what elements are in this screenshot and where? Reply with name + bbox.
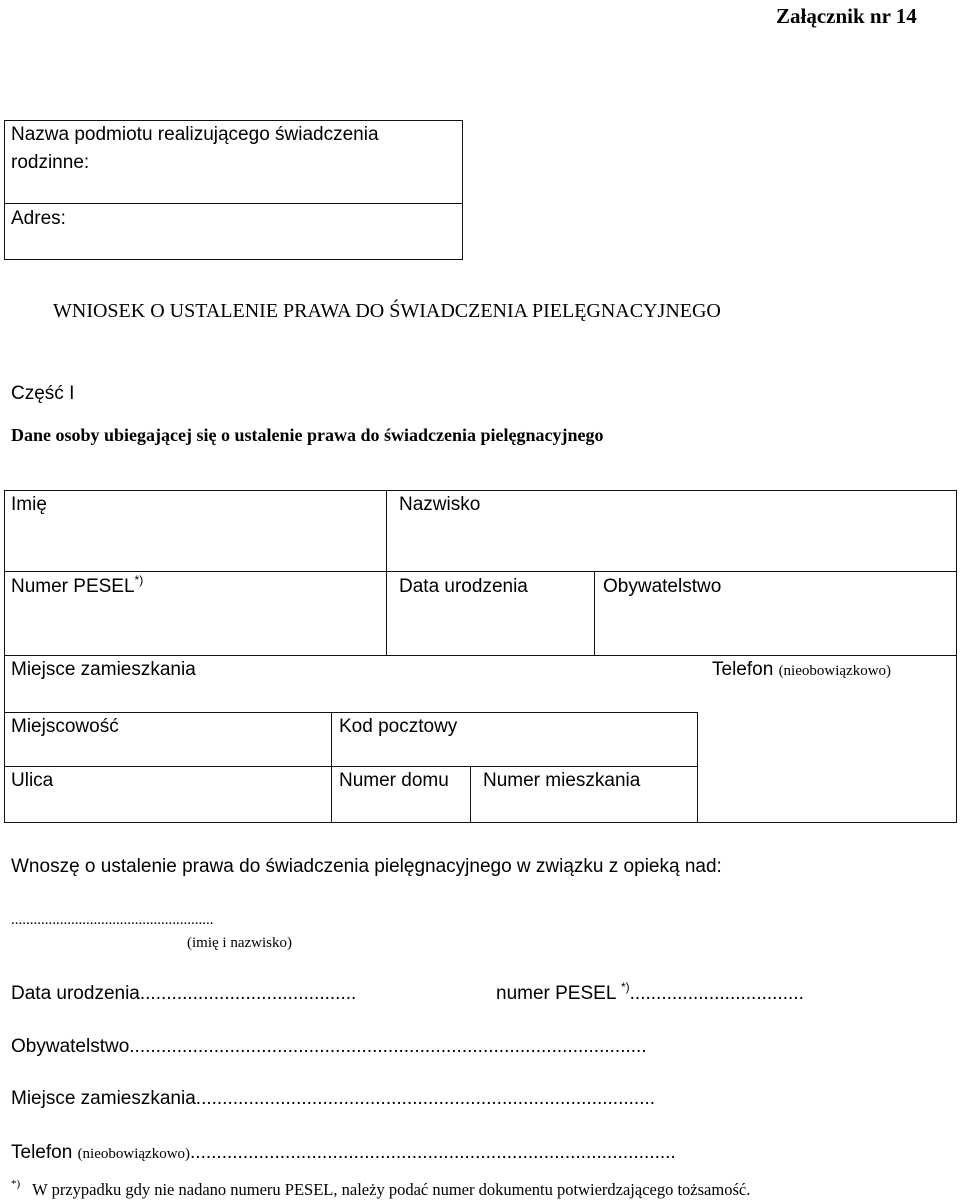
part-label: Część I: [11, 383, 75, 404]
city-label: Miejscowość: [11, 716, 119, 737]
entity-name-label-line1: Nazwa podmiotu realizującego świadczenia: [11, 124, 379, 145]
entity-box-divider: [4, 203, 463, 204]
phone-label: [712, 659, 891, 682]
form-col-divider-name: [386, 490, 387, 655]
pesel-footnote-marker: *): [134, 573, 144, 587]
pesel-label-text: Numer PESEL: [11, 576, 135, 597]
cared-person-birth-date-line: Data urodzenia.........................................: [11, 983, 357, 1004]
cared-person-pesel-line: [496, 980, 804, 1006]
applicant-form-box: [4, 490, 957, 823]
form-row-divider-3: [4, 712, 697, 713]
pesel-label: [11, 573, 144, 599]
street-label: Ulica: [11, 770, 54, 791]
cared-person-residence-line: Miejsce zamieszkania.......................................................................................: [11, 1088, 656, 1109]
phone-label-text: Telefon: [712, 659, 774, 680]
cared-person-phone-dots: ............................................................................................: [190, 1142, 676, 1163]
request-statement: Wnoszę o ustalenie prawa do świadczenia pielęgnacyjnego w związku z opieką nad:: [11, 856, 722, 877]
cared-person-pesel-dots: .................................: [629, 983, 804, 1004]
form-row-divider-4: [4, 766, 697, 767]
postal-code-label: Kod pocztowy: [339, 716, 458, 737]
residence-label: Miejsce zamieszkania: [11, 659, 196, 680]
entity-address-label: Adres:: [11, 208, 66, 229]
form-row-divider-2: [4, 655, 957, 656]
house-number-label: Numer domu: [339, 770, 449, 791]
cared-person-citizenship-line: Obywatelstwo..................................................................................................: [11, 1036, 647, 1057]
last-name-label: Nazwisko: [399, 494, 481, 515]
cared-person-phone-note: (nieobowiązkowo): [77, 1146, 191, 1162]
cared-person-phone-label: Telefon: [11, 1142, 73, 1163]
main-title: WNIOSEK O USTALENIE PRAWA DO ŚWIADCZENIA PIELĘGNACYJNEGO: [53, 300, 721, 322]
form-col-divider-apartment: [470, 766, 471, 823]
apartment-number-label: Numer mieszkania: [483, 770, 641, 791]
form-row-divider-1: [4, 571, 957, 572]
form-col-divider-citizenship: [594, 571, 595, 655]
form-col-divider-postal: [331, 712, 332, 823]
attachment-label: Załącznik nr 14: [776, 4, 917, 28]
cared-person-name-caption: (imię i nazwisko): [187, 935, 292, 951]
first-name-label: Imię: [11, 494, 47, 515]
phone-optional-note: (nieobowiązkowo): [778, 663, 892, 679]
section-title: Dane osoby ubiegającej się o ustalenie prawa do świadczenia pielęgnacyjnego: [11, 425, 604, 445]
citizenship-label: Obywatelstwo: [603, 576, 722, 597]
footnote-text: W przypadku gdy nie nadano numeru PESEL, należy podać numer dokumentu potwierdzającego tożsamość.: [32, 1180, 751, 1199]
cared-person-name-dots: ......................................................: [11, 912, 214, 928]
cared-person-phone-line: [11, 1142, 676, 1165]
birth-date-label: Data urodzenia: [399, 576, 528, 597]
form-col-divider-phone: [697, 712, 698, 823]
entity-name-label-line2: rodzinne:: [11, 152, 90, 173]
cared-person-pesel-footnote-marker: *): [620, 980, 630, 994]
footnote-marker: *): [11, 1178, 21, 1190]
cared-person-pesel-label: numer PESEL: [496, 983, 616, 1004]
footnote: [11, 1180, 750, 1200]
